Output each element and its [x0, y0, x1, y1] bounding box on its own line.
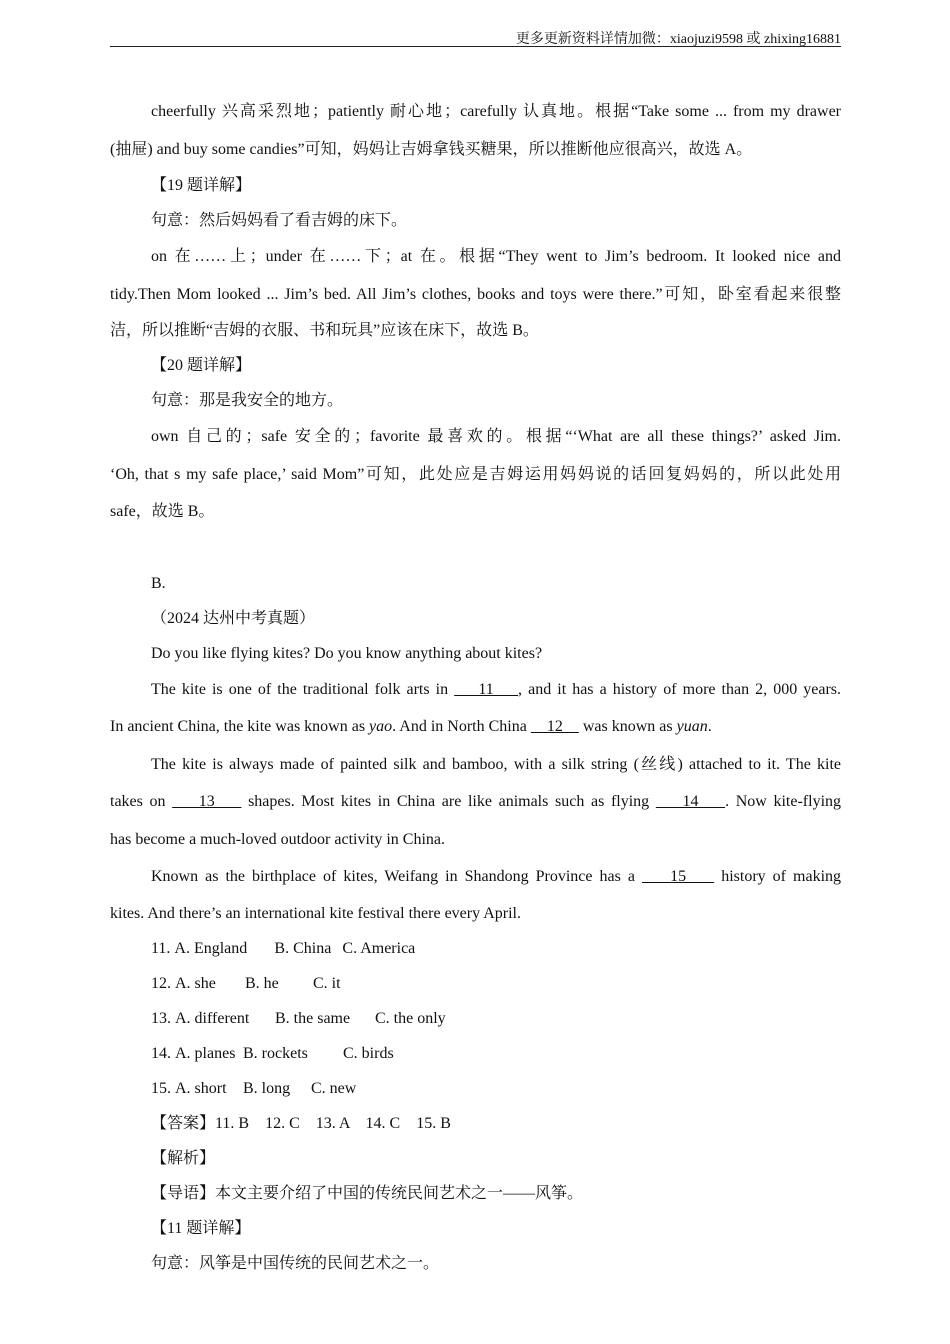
passage-line — [110, 783, 841, 821]
question-number: 12. — [151, 974, 171, 992]
option-c: C. the only — [375, 1009, 446, 1027]
option-a: A. England — [174, 939, 248, 957]
passage-text: was known as — [582, 718, 673, 735]
analysis-heading: 【解析】 — [151, 1149, 216, 1167]
option-c: C. new — [311, 1079, 357, 1097]
passage-text: . — [707, 718, 712, 735]
document-body — [110, 93, 841, 1281]
option-a: A. different — [175, 1009, 250, 1027]
question-number: 15. — [151, 1079, 171, 1097]
passage-text: In ancient China, the kite was known as — [110, 718, 366, 735]
header-text: 更多更新资料详情加微：xiaojuzi9598 或 zhixing16881 — [515, 32, 841, 47]
question-11 — [110, 931, 841, 966]
option-b: B. the same — [275, 1009, 351, 1027]
q20-meaning: 句意：那是我安全的地方。 — [151, 392, 344, 409]
passage-line — [110, 671, 841, 709]
option-b: B. China — [274, 939, 332, 957]
option-b: B. he — [245, 974, 279, 992]
q19-line: on 在……上；under 在……下；at 在。根据“They went to Jim’s bedroom. It looked nice and — [151, 248, 841, 265]
option-a: A. short — [175, 1079, 227, 1097]
question-12 — [110, 966, 841, 1001]
option-c: C. it — [313, 974, 341, 992]
question-15 — [110, 1071, 841, 1106]
q20-line: safe，故选 B。 — [110, 503, 215, 520]
passage-text: Known as the birthplace of kites, Weifang in Shandong Province has a — [151, 868, 635, 885]
question-number: 14. — [151, 1044, 171, 1062]
q11-heading: 【11 题详解】 — [151, 1219, 251, 1237]
spacer — [110, 531, 841, 566]
q19-line: 洁，所以推断“吉姆的衣服、书和玩具”应该在床下，故选 B。 — [110, 322, 539, 339]
page-header — [110, 26, 841, 47]
section-label: B. — [151, 574, 166, 592]
passage-text: . Now kite-flying — [725, 793, 842, 810]
passage-text: , and it has a history of more than 2, 000 years. — [518, 680, 842, 698]
q20-heading: 【20 题详解】 — [151, 357, 252, 374]
q11-meaning: 句意：风筝是中国传统的民间艺术之一。 — [151, 1254, 440, 1272]
q19-meaning: 句意：然后妈妈看了看吉姆的床下。 — [151, 212, 408, 229]
section-source: （2024 达州中考真题） — [151, 609, 316, 627]
answer-label: 【答案】 — [151, 1114, 216, 1132]
q20-line: own 自己的；safe 安全的；favorite 最喜欢的。根据“‘What are all these things?’ asked Jim. — [151, 428, 841, 445]
question-number: 11. — [151, 939, 171, 957]
option-c: C. birds — [343, 1044, 394, 1062]
passage-line — [110, 708, 841, 746]
answer-line — [110, 1106, 841, 1141]
q19-line: tidy.Then Mom looked ... Jim’s bed. All Jim’s clothes, books and toys were there.”可知，卧室看起来很整 — [110, 285, 841, 303]
passage-line: The kite is always made of painted silk and bamboo, with a silk string (丝线) attached to it. The kite — [151, 755, 841, 773]
term-yuan: yuan — [676, 718, 708, 735]
blank-13: 13 — [172, 793, 242, 810]
option-c: C. America — [342, 939, 416, 957]
option-a: A. she — [175, 974, 216, 992]
q20-line: ‘Oh, that s my safe place,’ said Mom”可知，此处应是吉姆运用妈妈说的话回复妈妈的，所以此处用 — [110, 465, 841, 483]
passage-text: . And in North China — [392, 718, 527, 735]
explain-line: (抽屉) and buy some candies”可知，妈妈让吉姆拿钱买糖果，所以推断他应很高兴，故选 A。 — [110, 140, 753, 158]
passage-text: shapes. Most kites in China are like animals such as flying — [248, 793, 650, 810]
passage-line — [110, 858, 841, 896]
option-b: B. long — [243, 1079, 291, 1097]
question-number: 13. — [151, 1009, 171, 1027]
explain-line: cheerfully 兴高采烈地；patiently 耐心地；carefully 认真地。根据“Take some ... from my drawer — [151, 103, 841, 120]
blank-11: 11 — [454, 680, 519, 698]
q19-heading: 【19 题详解】 — [151, 177, 252, 194]
answer-text: 11. B 12. C 13. A 14. C 15. B — [215, 1114, 451, 1132]
passage-intro: Do you like flying kites? Do you know anything about kites? — [151, 644, 543, 662]
passage-line: kites. And there’s an international kite festival there every April. — [110, 904, 521, 922]
passage-text: takes on — [110, 793, 166, 810]
option-b: B. rockets — [243, 1044, 308, 1062]
blank-15: 15 — [642, 868, 715, 885]
question-13 — [110, 1001, 841, 1036]
option-a: A. planes — [175, 1044, 236, 1062]
passage-text: history of making — [721, 868, 842, 885]
passage-line: has become a much-loved outdoor activity in China. — [110, 830, 446, 848]
blank-12: 12 — [530, 718, 579, 735]
passage-text: The kite is one of the traditional folk arts in — [151, 680, 449, 698]
term-yao: yao — [369, 718, 393, 735]
blank-14: 14 — [655, 793, 726, 810]
analysis-guide: 【导语】本文主要介绍了中国的传统民间艺术之一——风筝。 — [151, 1184, 584, 1202]
question-14 — [110, 1036, 841, 1071]
